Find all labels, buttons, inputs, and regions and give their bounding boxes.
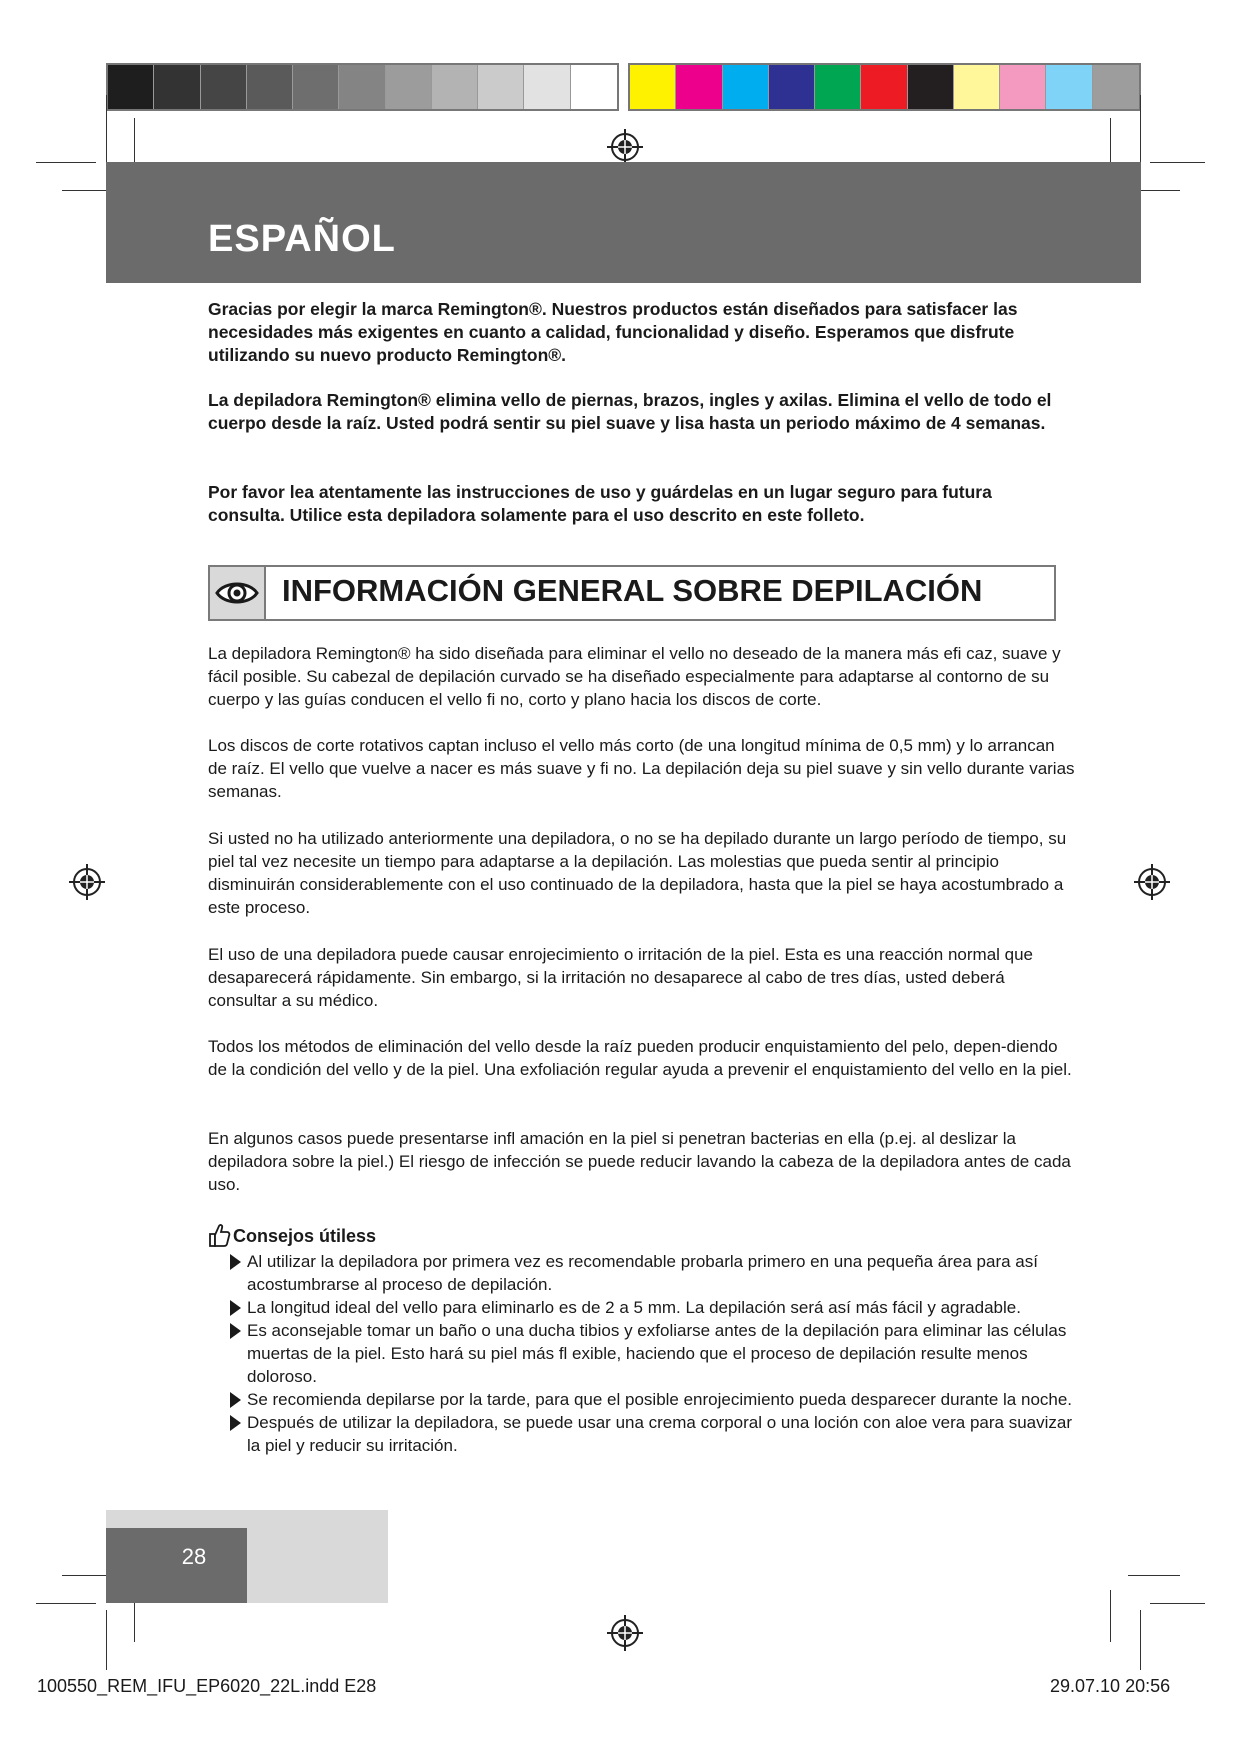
tip-text: Es aconsejable tomar un baño o una ducha tibios y exfoliarse antes de la depilación para eliminar las células muertas de la piel. Esto hará su piel más fl exible, haciendo que el proceso de depilación resulte menos doloroso. <box>247 1321 1067 1386</box>
slug-date-info: 29.07.10 20:56 <box>1050 1676 1171 1696</box>
color-swatch <box>1000 65 1046 109</box>
bullet-arrow-icon <box>230 1415 241 1431</box>
body-paragraph: En algunos casos puede presentarse infl amación en la piel si penetran bacterias en ella (p.ej. al deslizar la depiladora sobre la piel.) El riesgo de infección se puede reducir lavando la cabeza de la depiladora antes de cada uso. <box>208 1129 1071 1194</box>
tip-item <box>230 1296 1080 1319</box>
body-paragraph: Si usted no ha utilizado anteriormente una depiladora, o no se ha depilado durante un largo período de tiempo, su piel tal vez necesite un tiempo para adaptarse a la depilación. Las molestias que pueda sentir al principio disminuirán considerablemente con el uso continuado de la depiladora, hasta que la piel se haya acostumbrado a este proceso. <box>208 829 1067 917</box>
crop-mark <box>1128 1575 1180 1576</box>
page-title: ESPAÑOL <box>208 218 396 260</box>
color-swatch <box>1093 65 1139 109</box>
tip-item <box>230 1250 1080 1296</box>
color-swatch <box>676 65 722 109</box>
body-paragraph: El uso de una depiladora puede causar enrojecimiento o irritación de la piel. Esta es una reacción normal que desaparecerá rápidamente. Sin embargo, si la irritación no desaparece al cabo de tres días, usted deberá consultar a su médico. <box>208 945 1034 1010</box>
gray-swatch <box>571 65 617 109</box>
bullet-arrow-icon <box>230 1254 241 1270</box>
gray-swatch <box>108 65 154 109</box>
registration-mark-icon <box>1132 862 1172 902</box>
tip-text: Después de utilizar la depiladora, se puede usar una crema corporal o una loción con aloe vera para suavizar la piel y reducir su irritación. <box>247 1413 1072 1455</box>
slug-file-info: 100550_REM_IFU_EP6020_22L.indd E28 <box>37 1676 377 1696</box>
tips-title: Consejos útiless <box>233 1226 377 1246</box>
gray-swatch <box>339 65 385 109</box>
intro-paragraph: La depiladora Remington® elimina vello de piernas, brazos, ingles y axilas. Elimina el vello de todo el cuerpo desde la raíz. Usted podrá sentir su piel suave y lisa hasta un periodo máximo de 4 semanas. <box>208 390 1052 433</box>
section-header <box>208 565 1056 621</box>
gray-swatch <box>524 65 570 109</box>
gray-swatch <box>247 65 293 109</box>
color-swatch <box>769 65 815 109</box>
crop-mark <box>106 95 107 165</box>
body-paragraph: La depiladora Remington® ha sido diseñada para eliminar el vello no deseado de la manera más efi caz, suave y fácil posible. Su cabezal de depilación curvado se ha diseñado especialmente para adaptarse al contorno de su cuerpo y las guías conducen el vello fi no, corto y plano hacia los discos de corte. <box>208 644 1061 709</box>
crop-mark <box>1140 1610 1141 1670</box>
gray-swatch <box>478 65 524 109</box>
tips-list <box>230 1250 1080 1457</box>
section-title: INFORMACIÓN GENERAL SOBRE DEPILACIÓN <box>282 573 983 608</box>
registration-mark-icon <box>605 127 645 167</box>
gray-swatch <box>293 65 339 109</box>
bullet-arrow-icon <box>230 1300 241 1316</box>
bullet-arrow-icon <box>230 1392 241 1408</box>
eye-icon <box>215 578 259 608</box>
gray-swatch <box>386 65 432 109</box>
thumbs-up-icon <box>207 1222 231 1248</box>
process-color-bar <box>628 63 1141 111</box>
color-swatch <box>723 65 769 109</box>
registration-mark-icon <box>605 1613 645 1653</box>
gray-swatch <box>201 65 247 109</box>
crop-mark <box>1150 1603 1205 1604</box>
color-swatch <box>954 65 1000 109</box>
tip-item <box>230 1411 1080 1457</box>
crop-mark <box>36 1603 96 1604</box>
intro-paragraph: Por favor lea atentamente las instrucciones de uso y guárdelas en un lugar seguro para futura consulta. Utilice esta depiladora solamente para el uso descrito en este folleto. <box>208 482 992 525</box>
color-swatch <box>815 65 861 109</box>
crop-mark <box>36 162 96 163</box>
color-swatch <box>908 65 954 109</box>
color-swatch <box>1046 65 1092 109</box>
crop-mark <box>1140 95 1141 165</box>
tip-text: Al utilizar la depiladora por primera vez es recomendable probarla primero en una pequeña área para así acostumbrarse al proceso de depilación. <box>247 1252 1038 1294</box>
body-paragraph: Los discos de corte rotativos captan incluso el vello más corto (de una longitud mínima de 0,5 mm) y lo arrancan de raíz. El vello que vuelve a nacer es más suave y fi no. La depilación deja su piel suave y sin vello durante varias semanas. <box>208 736 1075 801</box>
tip-item <box>230 1319 1080 1388</box>
gray-swatch <box>432 65 478 109</box>
tip-text: La longitud ideal del vello para eliminarlo es de 2 a 5 mm. La depilación será así más fácil y agradable. <box>247 1298 1021 1317</box>
tip-text: Se recomienda depilarse por la tarde, para que el posible enrojecimiento pueda desparecer durante la noche. <box>247 1390 1073 1409</box>
tip-item <box>230 1388 1080 1411</box>
section-icon-cell <box>210 567 266 619</box>
crop-mark <box>106 1610 107 1670</box>
color-swatch <box>630 65 676 109</box>
bullet-arrow-icon <box>230 1323 241 1339</box>
crop-mark <box>1150 162 1205 163</box>
intro-paragraph: Gracias por elegir la marca Remington®. Nuestros productos están diseñados para satisfacer las necesidades más exigentes en cuanto a calidad, funcionalidad y diseño. Esperamos que disfrute utilizando su nuevo producto Remington®. <box>208 299 1018 365</box>
body-paragraph: Todos los métodos de eliminación del vello desde la raíz pueden producir enquistamiento del pelo, depen-diendo de la condición del vello y de la piel. Una exfoliación regular ayuda a prevenir el enquistamiento del vello en la piel. <box>208 1037 1072 1079</box>
grayscale-color-bar <box>106 63 619 111</box>
gray-swatch <box>154 65 200 109</box>
crop-mark <box>1110 1590 1111 1642</box>
color-swatch <box>861 65 907 109</box>
registration-mark-icon <box>67 862 107 902</box>
page-number: 28 <box>181 1544 207 1569</box>
